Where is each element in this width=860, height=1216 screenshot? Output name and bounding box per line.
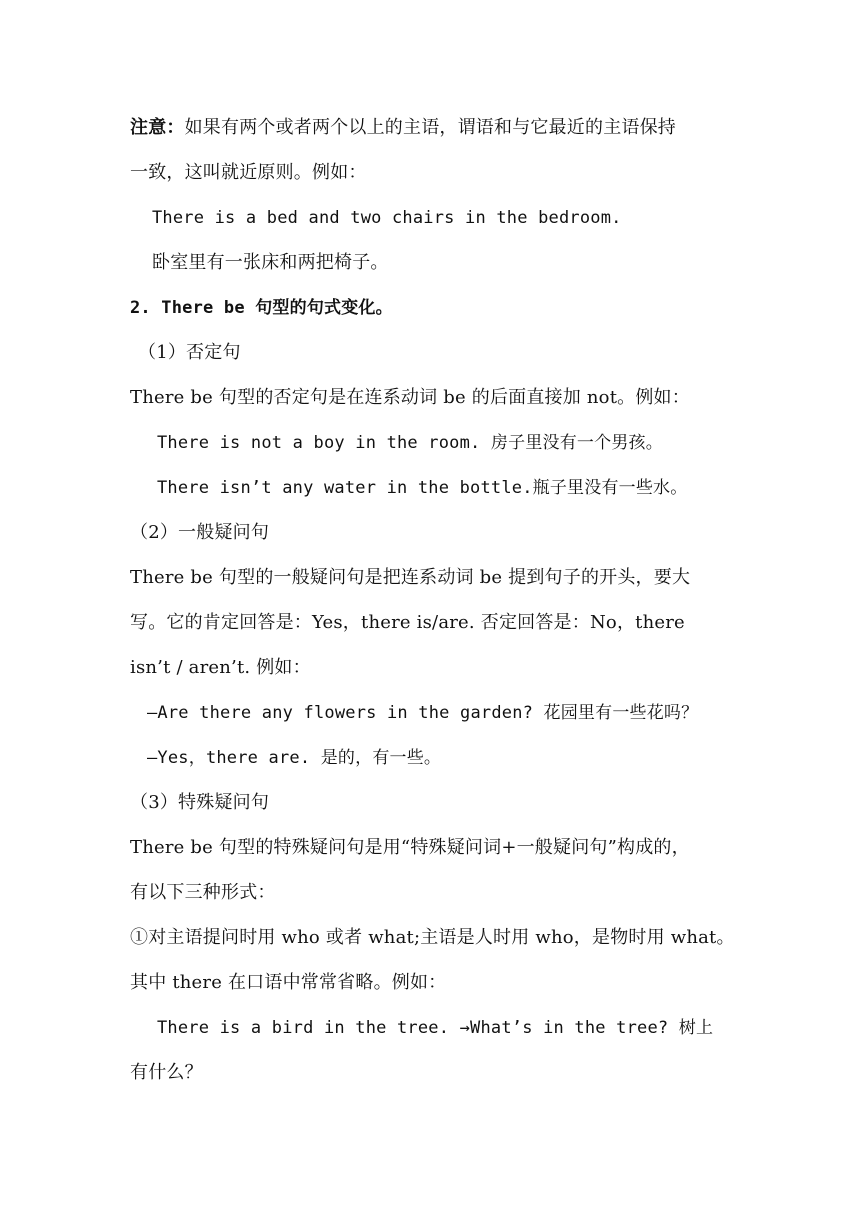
form-one-note: 其中 there 在口语中常常省略。例如： (130, 972, 447, 993)
form-one-example: There is a bird in the tree. →What’s in the tree? 树上 (157, 1018, 714, 1038)
negative-example-2: There isn’t any water in the bottle.瓶子里没有一些水。 (157, 478, 688, 498)
general-question-rule-2: 写。它的肯定回答是：Yes，there is/are. 否定回答是：No，there (130, 612, 685, 633)
form-one-rule: ①对主语提问时用 who 或者 what;主语是人时用 who，是物时用 what。 (130, 927, 735, 948)
negative-rule: There be 句型的否定句是在连系动词 be 的后面直接加 not。例如： (130, 387, 690, 408)
example-sentence: There is a bed and two chairs in the bedroom. (152, 208, 622, 228)
special-question-rule-2: 有以下三种形式： (130, 882, 276, 903)
subheading-special-question: （3）特殊疑问句 (130, 792, 270, 813)
note-text: 如果有两个或者两个以上的主语，谓语和与它最近的主语保持 (184, 117, 677, 138)
note-line (130, 112, 676, 144)
negative-example-1: There is not a boy in the room. 房子里没有一个男孩。 (157, 433, 663, 453)
question-example: —Are there any flowers in the garden? 花园里有一些花吗？ (147, 703, 699, 723)
subheading-general-question: （2）一般疑问句 (130, 522, 270, 543)
general-question-rule-3: isn’t / aren’t. 例如： (130, 657, 311, 678)
note-continuation: 一致，这叫就近原则。例如： (130, 162, 367, 183)
subheading-negative: （1）否定句 (138, 342, 241, 363)
note-label: 注意： (130, 117, 185, 138)
form-one-example-translation: 有什么？ (130, 1062, 203, 1083)
general-question-rule-1: There be 句型的一般疑问句是把连系动词 be 提到句子的开头，要大 (130, 567, 691, 588)
special-question-rule-1: There be 句型的特殊疑问句是用“特殊疑问词+一般疑问句”构成的， (130, 837, 690, 858)
example-translation: 卧室里有一张床和两把椅子。 (152, 252, 389, 273)
answer-example: —Yes，there are. 是的，有一些。 (147, 748, 442, 768)
section-heading: 2. There be 句型的句式变化。 (130, 298, 393, 318)
